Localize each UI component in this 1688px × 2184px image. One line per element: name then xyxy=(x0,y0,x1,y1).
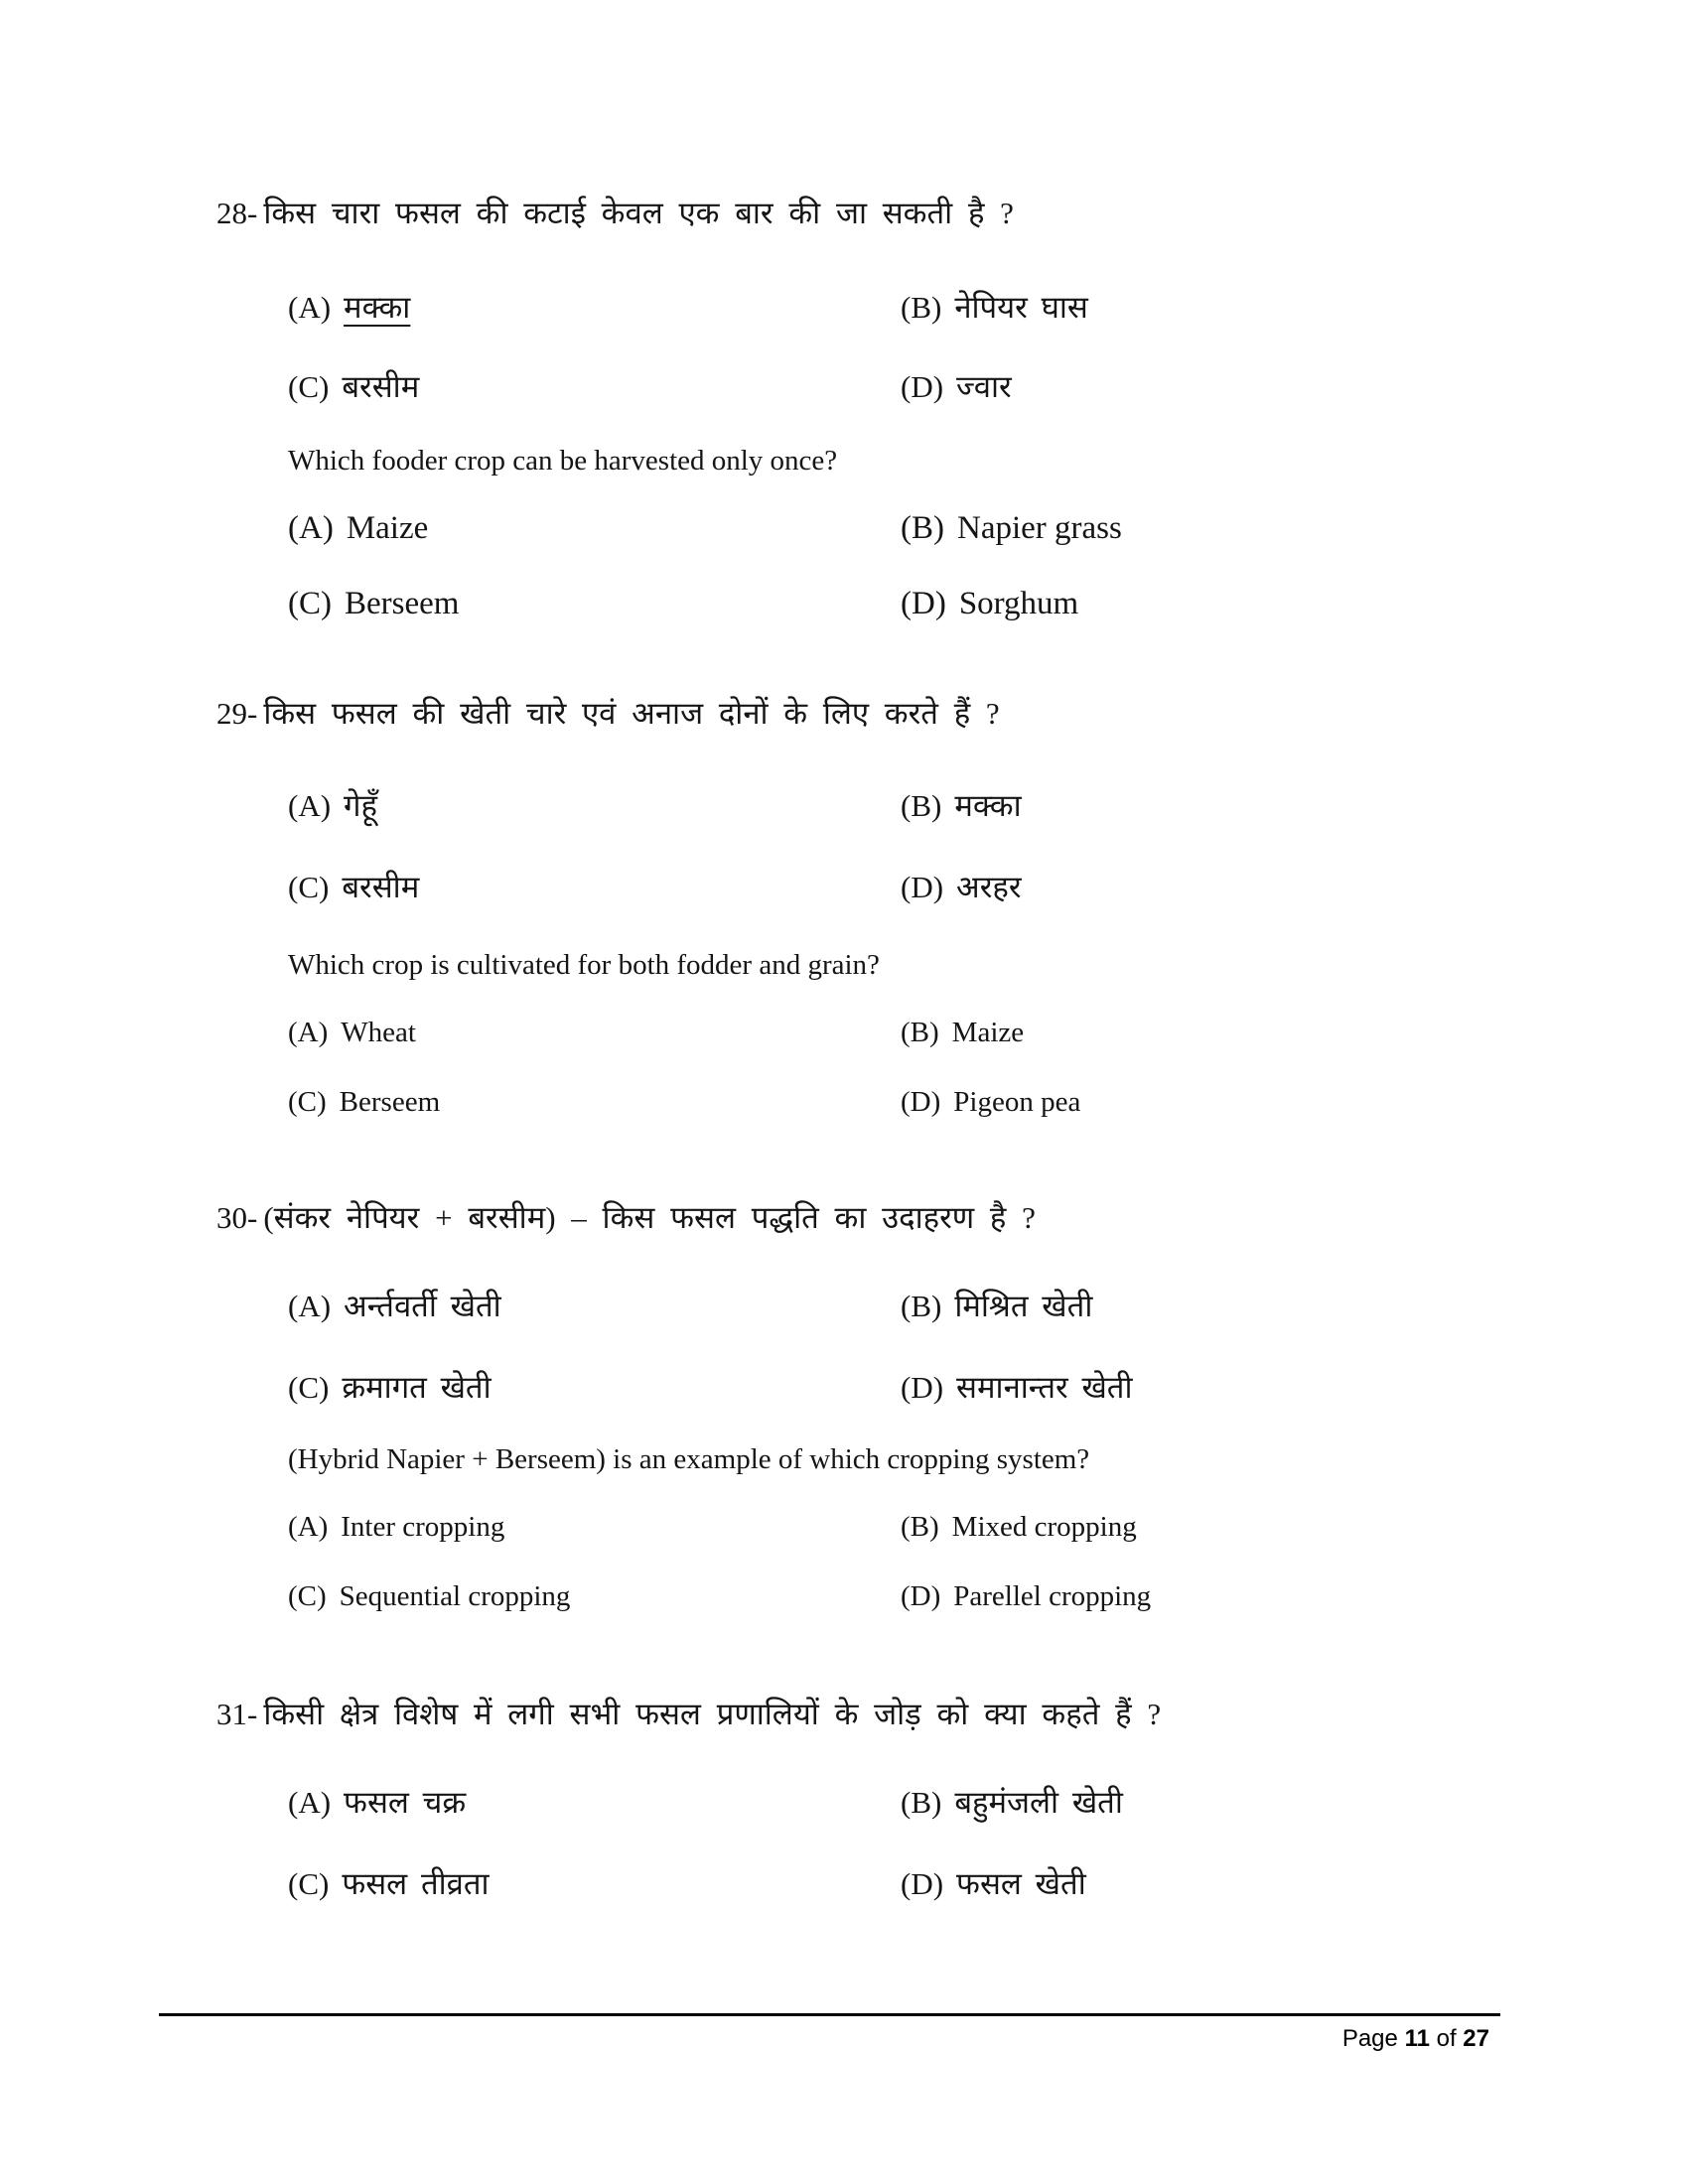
option-b-label: (B) xyxy=(901,1785,942,1820)
question-30-hindi-options-cd xyxy=(288,1366,1579,1412)
question-28-hindi-options-ab xyxy=(288,286,1579,332)
option-c-text: फसल तीव्रता xyxy=(342,1866,490,1901)
option-d-label: (D) xyxy=(901,1370,944,1405)
option-a-text: गेहूँ xyxy=(344,788,377,823)
option-c-label: (C) xyxy=(288,586,332,621)
option-c-text: Sequential cropping xyxy=(339,1580,571,1612)
question-number: 29- xyxy=(216,696,258,731)
option-a xyxy=(288,1781,466,1823)
question-text-hindi: किस फसल की खेती चारे एवं अनाज दोनों के लिए करते हैं ? xyxy=(263,696,1000,731)
option-d-label: (D) xyxy=(901,1086,941,1118)
question-text-english: Which fooder crop can be harvested only once? xyxy=(288,445,838,477)
option-a xyxy=(288,1511,504,1544)
option-d xyxy=(901,586,1078,622)
option-c-label: (C) xyxy=(288,1086,327,1118)
page-number-footer xyxy=(1342,2025,1489,2053)
option-d-text: समानान्तर खेती xyxy=(956,1370,1133,1405)
option-a-text: Wheat xyxy=(341,1017,416,1048)
option-a xyxy=(288,1285,501,1326)
option-c xyxy=(288,1086,440,1119)
option-a-label: (A) xyxy=(288,510,334,546)
question-30-english-options-cd xyxy=(288,1580,1579,1626)
option-d xyxy=(901,1086,1080,1119)
option-c-text: Berseem xyxy=(345,586,460,621)
question-31-hindi-options-ab xyxy=(288,1781,1579,1827)
option-b-label: (B) xyxy=(901,1017,939,1048)
option-c-text: बरसीम xyxy=(342,369,420,404)
option-b xyxy=(901,1017,1024,1049)
footer-of-label: of xyxy=(1436,2025,1457,2052)
option-a-text: Inter cropping xyxy=(341,1511,505,1543)
option-b-label: (B) xyxy=(901,1289,942,1323)
question-text-english: Which crop is cultivated for both fodder and grain? xyxy=(288,949,880,981)
option-c-label: (C) xyxy=(288,1866,330,1901)
option-c xyxy=(288,1862,490,1904)
option-c xyxy=(288,586,459,622)
option-a-label: (A) xyxy=(288,788,332,823)
question-30-english xyxy=(288,1441,1089,1477)
footer-page-label: Page xyxy=(1341,2025,1398,2052)
option-c-text: बरसीम xyxy=(342,870,420,904)
option-b-text: Maize xyxy=(951,1017,1025,1048)
option-b-label: (B) xyxy=(901,290,942,325)
option-b xyxy=(901,1781,1123,1823)
question-29-english xyxy=(288,947,880,983)
option-b-label: (B) xyxy=(901,510,944,546)
option-d xyxy=(901,1366,1133,1408)
option-d-text: Pigeon pea xyxy=(953,1086,1081,1118)
option-c-label: (C) xyxy=(288,369,330,404)
option-d xyxy=(901,866,1022,907)
option-b-text: नेपियर घास xyxy=(954,290,1088,325)
option-c xyxy=(288,866,419,907)
question-29-hindi-options-ab xyxy=(288,784,1579,830)
option-c xyxy=(288,365,419,407)
question-28-english-options-ab xyxy=(288,510,1579,556)
question-28-english xyxy=(288,443,837,478)
option-d-text: फसल खेती xyxy=(956,1866,1086,1901)
option-d-text: अरहर xyxy=(956,870,1022,904)
question-30-hindi-options-ab xyxy=(288,1285,1579,1330)
option-d-label: (D) xyxy=(901,1580,941,1612)
footer-current-page: 11 xyxy=(1404,2025,1430,2052)
option-b xyxy=(901,510,1122,547)
option-c-label: (C) xyxy=(288,1580,327,1612)
option-d-text: Parellel cropping xyxy=(953,1580,1152,1612)
option-a xyxy=(288,784,377,826)
option-c-text: क्रमागत खेती xyxy=(342,1370,492,1405)
question-30-hindi xyxy=(216,1199,1036,1238)
question-text-hindi: किस चारा फसल की कटाई केवल एक बार की जा सकती है ? xyxy=(263,196,1014,230)
option-b xyxy=(901,1285,1092,1326)
question-28-hindi xyxy=(216,195,1014,233)
option-a xyxy=(288,510,428,547)
option-b-label: (B) xyxy=(901,1511,939,1543)
option-a-label: (A) xyxy=(288,1289,332,1323)
option-d xyxy=(901,365,1012,407)
question-text-hindi: (संकर नेपियर + बरसीम) – किस फसल पद्धति का उदाहरण है ? xyxy=(263,1200,1036,1235)
option-b-text: Mixed cropping xyxy=(951,1511,1137,1543)
option-d-label: (D) xyxy=(901,1866,944,1901)
option-a xyxy=(288,1017,416,1049)
footer-divider xyxy=(159,2013,1500,2016)
question-text-hindi: किसी क्षेत्र विशेष में लगी सभी फसल प्रणालियों के जोड़ को क्या कहते हैं ? xyxy=(263,1697,1162,1731)
question-30-english-options-ab xyxy=(288,1511,1579,1557)
option-d-text: ज्वार xyxy=(956,369,1012,404)
option-c-text: Berseem xyxy=(339,1086,441,1118)
option-a-label: (A) xyxy=(288,290,332,325)
question-28-hindi-options-cd xyxy=(288,365,1579,411)
option-c-label: (C) xyxy=(288,1370,330,1405)
question-31-hindi-options-cd xyxy=(288,1862,1579,1908)
option-b xyxy=(901,286,1088,328)
option-a-label: (A) xyxy=(288,1511,329,1543)
option-a-text: Maize xyxy=(346,510,429,546)
question-29-hindi-options-cd xyxy=(288,866,1579,911)
option-c xyxy=(288,1366,492,1408)
question-number: 28- xyxy=(216,196,258,230)
option-a-label: (A) xyxy=(288,1785,332,1820)
option-c xyxy=(288,1580,570,1613)
footer-total-pages: 27 xyxy=(1463,2025,1489,2052)
option-d-label: (D) xyxy=(901,369,944,404)
question-number: 31- xyxy=(216,1697,258,1731)
option-d-label: (D) xyxy=(901,870,944,904)
option-b-text: मक्का xyxy=(954,788,1022,823)
option-b xyxy=(901,784,1022,826)
question-28-english-options-cd xyxy=(288,586,1579,631)
option-a-text: फसल चक्र xyxy=(344,1785,467,1820)
option-d-text: Sorghum xyxy=(958,586,1079,621)
question-text-english: (Hybrid Napier + Berseem) is an example of which cropping system? xyxy=(288,1443,1090,1475)
option-d xyxy=(901,1580,1151,1613)
option-b-text: Napier grass xyxy=(957,510,1122,546)
option-b-text: बहुमंजली खेती xyxy=(954,1785,1123,1820)
option-c-label: (C) xyxy=(288,870,330,904)
option-d-label: (D) xyxy=(901,586,946,621)
option-b-label: (B) xyxy=(901,788,942,823)
option-d xyxy=(901,1862,1086,1904)
option-b-text: मिश्रित खेती xyxy=(954,1289,1093,1323)
option-a-label: (A) xyxy=(288,1017,329,1048)
question-29-english-options-cd xyxy=(288,1086,1579,1132)
option-a-text: मक्का xyxy=(344,290,411,325)
option-a-text: अर्न्तवर्ती खेती xyxy=(344,1289,501,1323)
question-31-hindi xyxy=(216,1696,1161,1734)
option-b xyxy=(901,1511,1137,1544)
option-a xyxy=(288,286,410,328)
question-number: 30- xyxy=(216,1200,258,1235)
question-29-hindi xyxy=(216,695,1000,734)
question-29-english-options-ab xyxy=(288,1017,1579,1062)
